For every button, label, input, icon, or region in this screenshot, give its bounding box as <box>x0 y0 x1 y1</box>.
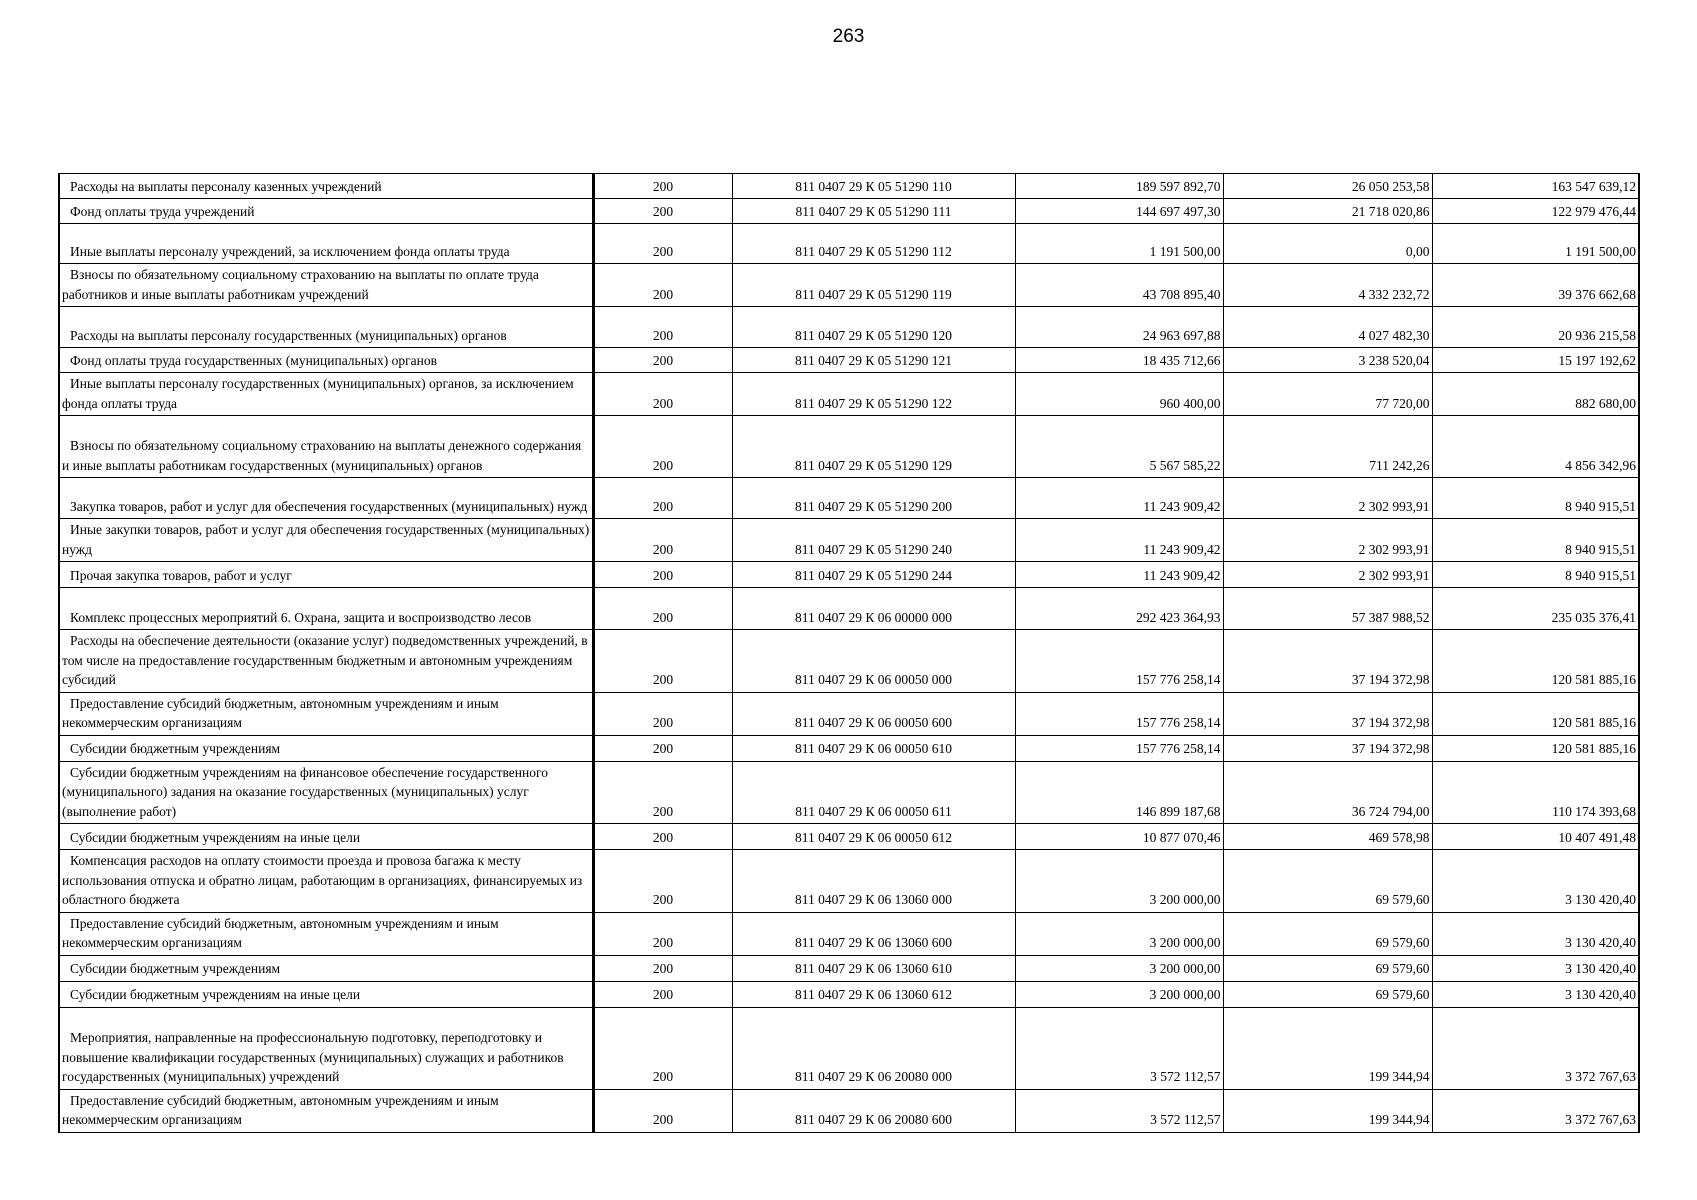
page-number: 263 <box>832 26 865 47</box>
table-body <box>59 174 1639 1133</box>
line-code-cell: 200 <box>593 519 732 562</box>
unexecuted-cell: 3 372 767,63 <box>1432 1089 1639 1132</box>
unexecuted-cell: 8 940 915,51 <box>1432 519 1639 562</box>
row-name-cell: Прочая закупка товаров, работ и услуг <box>59 562 593 588</box>
unexecuted-cell: 10 407 491,48 <box>1432 824 1639 850</box>
executed-cell: 469 578,98 <box>1223 824 1432 850</box>
line-code-cell: 200 <box>593 562 732 588</box>
row-name-cell: Субсидии бюджетным учреждениям на финансовое обеспечение государственного (муниципального) задания на оказание государственных (муниципальных) услуг (выполнение работ) <box>59 761 593 824</box>
executed-cell: 69 579,60 <box>1223 912 1432 955</box>
approved-cell: 3 200 000,00 <box>1015 850 1223 913</box>
budget-code-cell: 811 0407 29 К 06 13060 612 <box>732 981 1015 1007</box>
line-code-cell: 200 <box>593 692 732 735</box>
executed-cell: 69 579,60 <box>1223 850 1432 913</box>
row-name-cell: Предоставление субсидий бюджетным, автономным учреждениям и иным некоммерческим организациям <box>59 912 593 955</box>
budget-code-cell: 811 0407 29 К 05 51290 244 <box>732 562 1015 588</box>
line-code-cell: 200 <box>593 912 732 955</box>
table-row <box>59 264 1639 307</box>
budget-code-cell: 811 0407 29 К 06 13060 000 <box>732 850 1015 913</box>
row-name-cell: Субсидии бюджетным учреждениям на иные цели <box>59 981 593 1007</box>
unexecuted-cell: 4 856 342,96 <box>1432 416 1639 478</box>
executed-cell: 3 238 520,04 <box>1223 348 1432 373</box>
unexecuted-cell: 3 130 420,40 <box>1432 850 1639 913</box>
budget-code-cell: 811 0407 29 К 05 51290 110 <box>732 174 1015 199</box>
budget-execution-table <box>58 173 1640 1133</box>
budget-code-cell: 811 0407 29 К 06 00050 610 <box>732 735 1015 761</box>
approved-cell: 10 877 070,46 <box>1015 824 1223 850</box>
table-row <box>59 562 1639 588</box>
line-code-cell: 200 <box>593 981 732 1007</box>
row-name-cell: Взносы по обязательному социальному страхованию на выплаты по оплате труда работников и иные выплаты работникам учреждений <box>59 264 593 307</box>
executed-cell: 77 720,00 <box>1223 373 1432 416</box>
line-code-cell: 200 <box>593 348 732 373</box>
unexecuted-cell: 3 130 420,40 <box>1432 981 1639 1007</box>
line-code-cell: 200 <box>593 1089 732 1132</box>
executed-cell: 2 302 993,91 <box>1223 562 1432 588</box>
budget-code-cell: 811 0407 29 К 05 51290 120 <box>732 307 1015 348</box>
table-row <box>59 174 1639 199</box>
approved-cell: 292 423 364,93 <box>1015 588 1223 630</box>
unexecuted-cell: 8 940 915,51 <box>1432 562 1639 588</box>
unexecuted-cell: 110 174 393,68 <box>1432 761 1639 824</box>
table-row <box>59 519 1639 562</box>
table-row <box>59 692 1639 735</box>
unexecuted-cell: 120 581 885,16 <box>1432 692 1639 735</box>
table-row <box>59 478 1639 519</box>
budget-code-cell: 811 0407 29 К 05 51290 111 <box>732 199 1015 224</box>
approved-cell: 24 963 697,88 <box>1015 307 1223 348</box>
unexecuted-cell: 3 130 420,40 <box>1432 912 1639 955</box>
executed-cell: 199 344,94 <box>1223 1089 1432 1132</box>
executed-cell: 711 242,26 <box>1223 416 1432 478</box>
budget-code-cell: 811 0407 29 К 05 51290 112 <box>732 224 1015 264</box>
table-row <box>59 373 1639 416</box>
budget-code-cell: 811 0407 29 К 06 00050 611 <box>732 761 1015 824</box>
budget-code-cell: 811 0407 29 К 06 00050 612 <box>732 824 1015 850</box>
row-name-cell: Субсидии бюджетным учреждениям на иные цели <box>59 824 593 850</box>
budget-code-cell: 811 0407 29 К 06 00050 000 <box>732 630 1015 693</box>
table-row <box>59 912 1639 955</box>
row-name-cell: Предоставление субсидий бюджетным, автономным учреждениям и иным некоммерческим организациям <box>59 1089 593 1132</box>
line-code-cell: 200 <box>593 735 732 761</box>
row-name-cell: Мероприятия, направленные на профессиональную подготовку, переподготовку и повышение квалификации государственных (муниципальных) служащих и работников государственных (муниципальных) учреждений <box>59 1007 593 1089</box>
executed-cell: 57 387 988,52 <box>1223 588 1432 630</box>
table-row <box>59 1089 1639 1132</box>
budget-code-cell: 811 0407 29 К 05 51290 122 <box>732 373 1015 416</box>
table-row <box>59 588 1639 630</box>
executed-cell: 37 194 372,98 <box>1223 735 1432 761</box>
table-row <box>59 981 1639 1007</box>
line-code-cell: 200 <box>593 199 732 224</box>
approved-cell: 157 776 258,14 <box>1015 735 1223 761</box>
unexecuted-cell: 122 979 476,44 <box>1432 199 1639 224</box>
executed-cell: 69 579,60 <box>1223 955 1432 981</box>
approved-cell: 3 572 112,57 <box>1015 1089 1223 1132</box>
approved-cell: 18 435 712,66 <box>1015 348 1223 373</box>
budget-code-cell: 811 0407 29 К 06 20080 600 <box>732 1089 1015 1132</box>
approved-cell: 144 697 497,30 <box>1015 199 1223 224</box>
row-name-cell: Иные закупки товаров, работ и услуг для обеспечения государственных (муниципальных) нужд <box>59 519 593 562</box>
unexecuted-cell: 20 936 215,58 <box>1432 307 1639 348</box>
executed-cell: 199 344,94 <box>1223 1007 1432 1089</box>
approved-cell: 5 567 585,22 <box>1015 416 1223 478</box>
line-code-cell: 200 <box>593 373 732 416</box>
approved-cell: 3 572 112,57 <box>1015 1007 1223 1089</box>
line-code-cell: 200 <box>593 307 732 348</box>
row-name-cell: Компенсация расходов на оплату стоимости проезда и провоза багажа к месту использования отпуска и обратно лицам, работающим в организациях, финансируемых из областного бюджета <box>59 850 593 913</box>
line-code-cell: 200 <box>593 416 732 478</box>
unexecuted-cell: 39 376 662,68 <box>1432 264 1639 307</box>
unexecuted-cell: 882 680,00 <box>1432 373 1639 416</box>
table-row <box>59 850 1639 913</box>
executed-cell: 2 302 993,91 <box>1223 519 1432 562</box>
executed-cell: 37 194 372,98 <box>1223 630 1432 693</box>
budget-code-cell: 811 0407 29 К 06 13060 600 <box>732 912 1015 955</box>
row-name-cell: Закупка товаров, работ и услуг для обеспечения государственных (муниципальных) нужд <box>59 478 593 519</box>
table-row <box>59 735 1639 761</box>
row-name-cell: Субсидии бюджетным учреждениям <box>59 955 593 981</box>
unexecuted-cell: 163 547 639,12 <box>1432 174 1639 199</box>
executed-cell: 4 332 232,72 <box>1223 264 1432 307</box>
row-name-cell: Взносы по обязательному социальному страхованию на выплаты денежного содержания и иные выплаты работникам государственных (муниципальных) органов <box>59 416 593 478</box>
row-name-cell: Фонд оплаты труда государственных (муниципальных) органов <box>59 348 593 373</box>
budget-code-cell: 811 0407 29 К 05 51290 129 <box>732 416 1015 478</box>
row-name-cell: Иные выплаты персоналу учреждений, за исключением фонда оплаты труда <box>59 224 593 264</box>
line-code-cell: 200 <box>593 1007 732 1089</box>
approved-cell: 189 597 892,70 <box>1015 174 1223 199</box>
line-code-cell: 200 <box>593 850 732 913</box>
approved-cell: 11 243 909,42 <box>1015 562 1223 588</box>
table-row <box>59 199 1639 224</box>
row-name-cell: Иные выплаты персоналу государственных (муниципальных) органов, за исключением фонда оплаты труда <box>59 373 593 416</box>
table-row <box>59 1007 1639 1089</box>
executed-cell: 37 194 372,98 <box>1223 692 1432 735</box>
approved-cell: 146 899 187,68 <box>1015 761 1223 824</box>
table-row <box>59 224 1639 264</box>
table-row <box>59 824 1639 850</box>
table-row <box>59 348 1639 373</box>
unexecuted-cell: 120 581 885,16 <box>1432 630 1639 693</box>
unexecuted-cell: 1 191 500,00 <box>1432 224 1639 264</box>
budget-code-cell: 811 0407 29 К 06 20080 000 <box>732 1007 1015 1089</box>
unexecuted-cell: 3 130 420,40 <box>1432 955 1639 981</box>
row-name-cell: Предоставление субсидий бюджетным, автономным учреждениям и иным некоммерческим организациям <box>59 692 593 735</box>
row-name-cell: Комплекс процессных мероприятий 6. Охрана, защита и воспроизводство лесов <box>59 588 593 630</box>
line-code-cell: 200 <box>593 824 732 850</box>
budget-code-cell: 811 0407 29 К 06 00050 600 <box>732 692 1015 735</box>
row-name-cell: Расходы на выплаты персоналу государственных (муниципальных) органов <box>59 307 593 348</box>
row-name-cell: Фонд оплаты труда учреждений <box>59 199 593 224</box>
table-row <box>59 630 1639 693</box>
approved-cell: 43 708 895,40 <box>1015 264 1223 307</box>
budget-code-cell: 811 0407 29 К 05 51290 119 <box>732 264 1015 307</box>
executed-cell: 36 724 794,00 <box>1223 761 1432 824</box>
line-code-cell: 200 <box>593 478 732 519</box>
budget-code-cell: 811 0407 29 К 05 51290 200 <box>732 478 1015 519</box>
approved-cell: 3 200 000,00 <box>1015 955 1223 981</box>
executed-cell: 21 718 020,86 <box>1223 199 1432 224</box>
approved-cell: 157 776 258,14 <box>1015 630 1223 693</box>
row-name-cell: Расходы на выплаты персоналу казенных учреждений <box>59 174 593 199</box>
approved-cell: 3 200 000,00 <box>1015 912 1223 955</box>
budget-code-cell: 811 0407 29 К 05 51290 240 <box>732 519 1015 562</box>
line-code-cell: 200 <box>593 761 732 824</box>
executed-cell: 26 050 253,58 <box>1223 174 1432 199</box>
line-code-cell: 200 <box>593 224 732 264</box>
approved-cell: 3 200 000,00 <box>1015 981 1223 1007</box>
budget-code-cell: 811 0407 29 К 05 51290 121 <box>732 348 1015 373</box>
budget-code-cell: 811 0407 29 К 06 00000 000 <box>732 588 1015 630</box>
approved-cell: 960 400,00 <box>1015 373 1223 416</box>
line-code-cell: 200 <box>593 264 732 307</box>
table-row <box>59 416 1639 478</box>
unexecuted-cell: 235 035 376,41 <box>1432 588 1639 630</box>
executed-cell: 69 579,60 <box>1223 981 1432 1007</box>
approved-cell: 11 243 909,42 <box>1015 519 1223 562</box>
row-name-cell: Субсидии бюджетным учреждениям <box>59 735 593 761</box>
line-code-cell: 200 <box>593 588 732 630</box>
table-row <box>59 955 1639 981</box>
budget-code-cell: 811 0407 29 К 06 13060 610 <box>732 955 1015 981</box>
table-row <box>59 761 1639 824</box>
unexecuted-cell: 120 581 885,16 <box>1432 735 1639 761</box>
line-code-cell: 200 <box>593 630 732 693</box>
unexecuted-cell: 8 940 915,51 <box>1432 478 1639 519</box>
unexecuted-cell: 15 197 192,62 <box>1432 348 1639 373</box>
approved-cell: 11 243 909,42 <box>1015 478 1223 519</box>
executed-cell: 0,00 <box>1223 224 1432 264</box>
table-row <box>59 307 1639 348</box>
unexecuted-cell: 3 372 767,63 <box>1432 1007 1639 1089</box>
executed-cell: 2 302 993,91 <box>1223 478 1432 519</box>
line-code-cell: 200 <box>593 174 732 199</box>
executed-cell: 4 027 482,30 <box>1223 307 1432 348</box>
approved-cell: 157 776 258,14 <box>1015 692 1223 735</box>
approved-cell: 1 191 500,00 <box>1015 224 1223 264</box>
line-code-cell: 200 <box>593 955 732 981</box>
row-name-cell: Расходы на обеспечение деятельности (оказание услуг) подведомственных учреждений, в том числе на предоставление государственным бюджетным и автономным учреждениям субсидий <box>59 630 593 693</box>
